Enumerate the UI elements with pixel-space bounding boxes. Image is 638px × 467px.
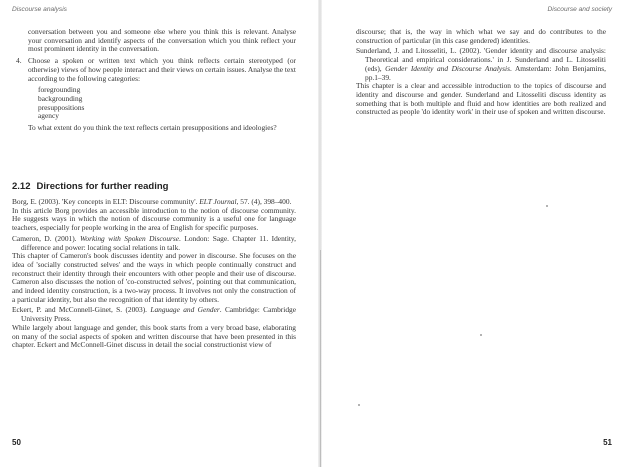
- reference-description: In this article Borg provides an accessible introduction to the notion of discourse community. He suggests ways in which the notion of discourse community is a useful one for language teachers, especially for people working in the area of English for specific purposes.: [12, 205, 296, 233]
- reference-title: Working with Spoken Discourse: [79, 233, 180, 243]
- right-page-body: [356, 28, 606, 119]
- reference-description: This chapter of Cameron's book discusses identity and power in discourse. She focuses on the idea of 'socially constructed selves' and the ways in which people continually construct and reconstruct their identity through their encounters with other people and their use of discourse. Cameron also discusses the notion of 'co-constructed selves', pointing out that communication, and indeed identity construction, is a two-way process. It involves not only the construction of a particular identity, but also the recognition of that identity by others.: [12, 251, 296, 304]
- category-item: backgrounding: [38, 93, 83, 103]
- reference-description: This chapter is a clear and accessible introduction to the topics of discourse and identity and discourse and gender. Sunderland and Litosseliti discuss identity as something that is both multiple and fluid and how identities are both realized and constructed as people 'do identity work' in their use of spoken and written discourse.: [356, 81, 606, 117]
- reference-text: Sunderland, J. and Litosseliti, L. (2002). 'Gender identity and discourse analysis: Theoretical and empirical considerations.' in J. Sunderland and L. Litosseliti (eds),: [356, 46, 606, 73]
- scan-speck: [546, 205, 548, 207]
- reference-text: . London: Sage. Chapter 11. Identity, difference and power: locating social relations in talk.: [21, 233, 296, 252]
- reference-text: . Cambridge: Cambridge University Press.: [21, 305, 296, 324]
- reference-journal: ELT Journal: [199, 197, 237, 206]
- running-head-left: Discourse analysis: [12, 6, 67, 13]
- reference-entry-eckert: [12, 306, 296, 323]
- intro-paragraph: conversation between you and someone else where you think this is relevant. Analyse your conversation and identify aspects of the conversation which you think reflect your most prominent identity in the conversation.: [28, 27, 296, 54]
- reference-text: Borg, E. (2003). 'Key concepts in ELT: Discourse community'.: [12, 197, 200, 206]
- gutter-divider: [320, 250, 321, 467]
- reference-entry-cameron: [12, 235, 296, 252]
- left-page: [0, 0, 318, 467]
- exercise-item-4: [16, 56, 296, 133]
- reference-text: Eckert, P. and McConnell-Ginet, S. (2003).: [12, 305, 151, 315]
- scan-speck: [480, 334, 482, 336]
- page-number-left: 50: [12, 438, 21, 447]
- right-page: [322, 0, 638, 467]
- category-item: presuppositions: [38, 102, 85, 112]
- category-item: foregrounding: [38, 85, 81, 95]
- category-list: [28, 86, 296, 121]
- section-heading: [12, 181, 168, 192]
- exercise-item-number: 4.: [16, 56, 22, 66]
- continuation-paragraph: discourse; that is, the way in which what we say and do contributes to the construction of particular (in this case gendered) identities.: [356, 27, 606, 45]
- reference-text: Cameron, D. (2001).: [12, 233, 80, 243]
- category-item: agency: [38, 111, 59, 121]
- reference-text: . Amsterdam: John Benjamins, pp.1–39.: [365, 63, 606, 82]
- reference-description: While largely about language and gender, this book starts from a very broad base, elaborating on many of the social aspects of spoken and written discourse that have been presented in this chapter. Eckert and McConnell-Ginet discuss in detail the social constructionist view of: [12, 322, 296, 350]
- page-number-right: 51: [603, 438, 612, 447]
- exercise-question: To what extent do you think the text reflects certain presuppositions and ideologies?: [28, 123, 277, 133]
- exercise-block: [16, 27, 296, 133]
- exercise-item-text: Choose a spoken or written text which you think reflects certain stereotyped (or otherwise) views of how people interact and their views on certain issues. Analyse the text according to the following categories:: [28, 56, 296, 83]
- scan-speck: [358, 404, 360, 406]
- reference-entry-sunderland: [356, 47, 606, 82]
- further-reading-list: [12, 198, 296, 352]
- reference-title: Gender Identity and Discourse Analysis: [385, 63, 510, 73]
- reference-text: , 57. (4), 398–400.: [236, 197, 292, 206]
- section-title: Directions for further reading: [36, 181, 169, 192]
- reference-title: Language and Gender: [150, 305, 220, 315]
- running-head-right: Discourse and society: [547, 6, 612, 13]
- section-number: 2.12: [12, 181, 31, 192]
